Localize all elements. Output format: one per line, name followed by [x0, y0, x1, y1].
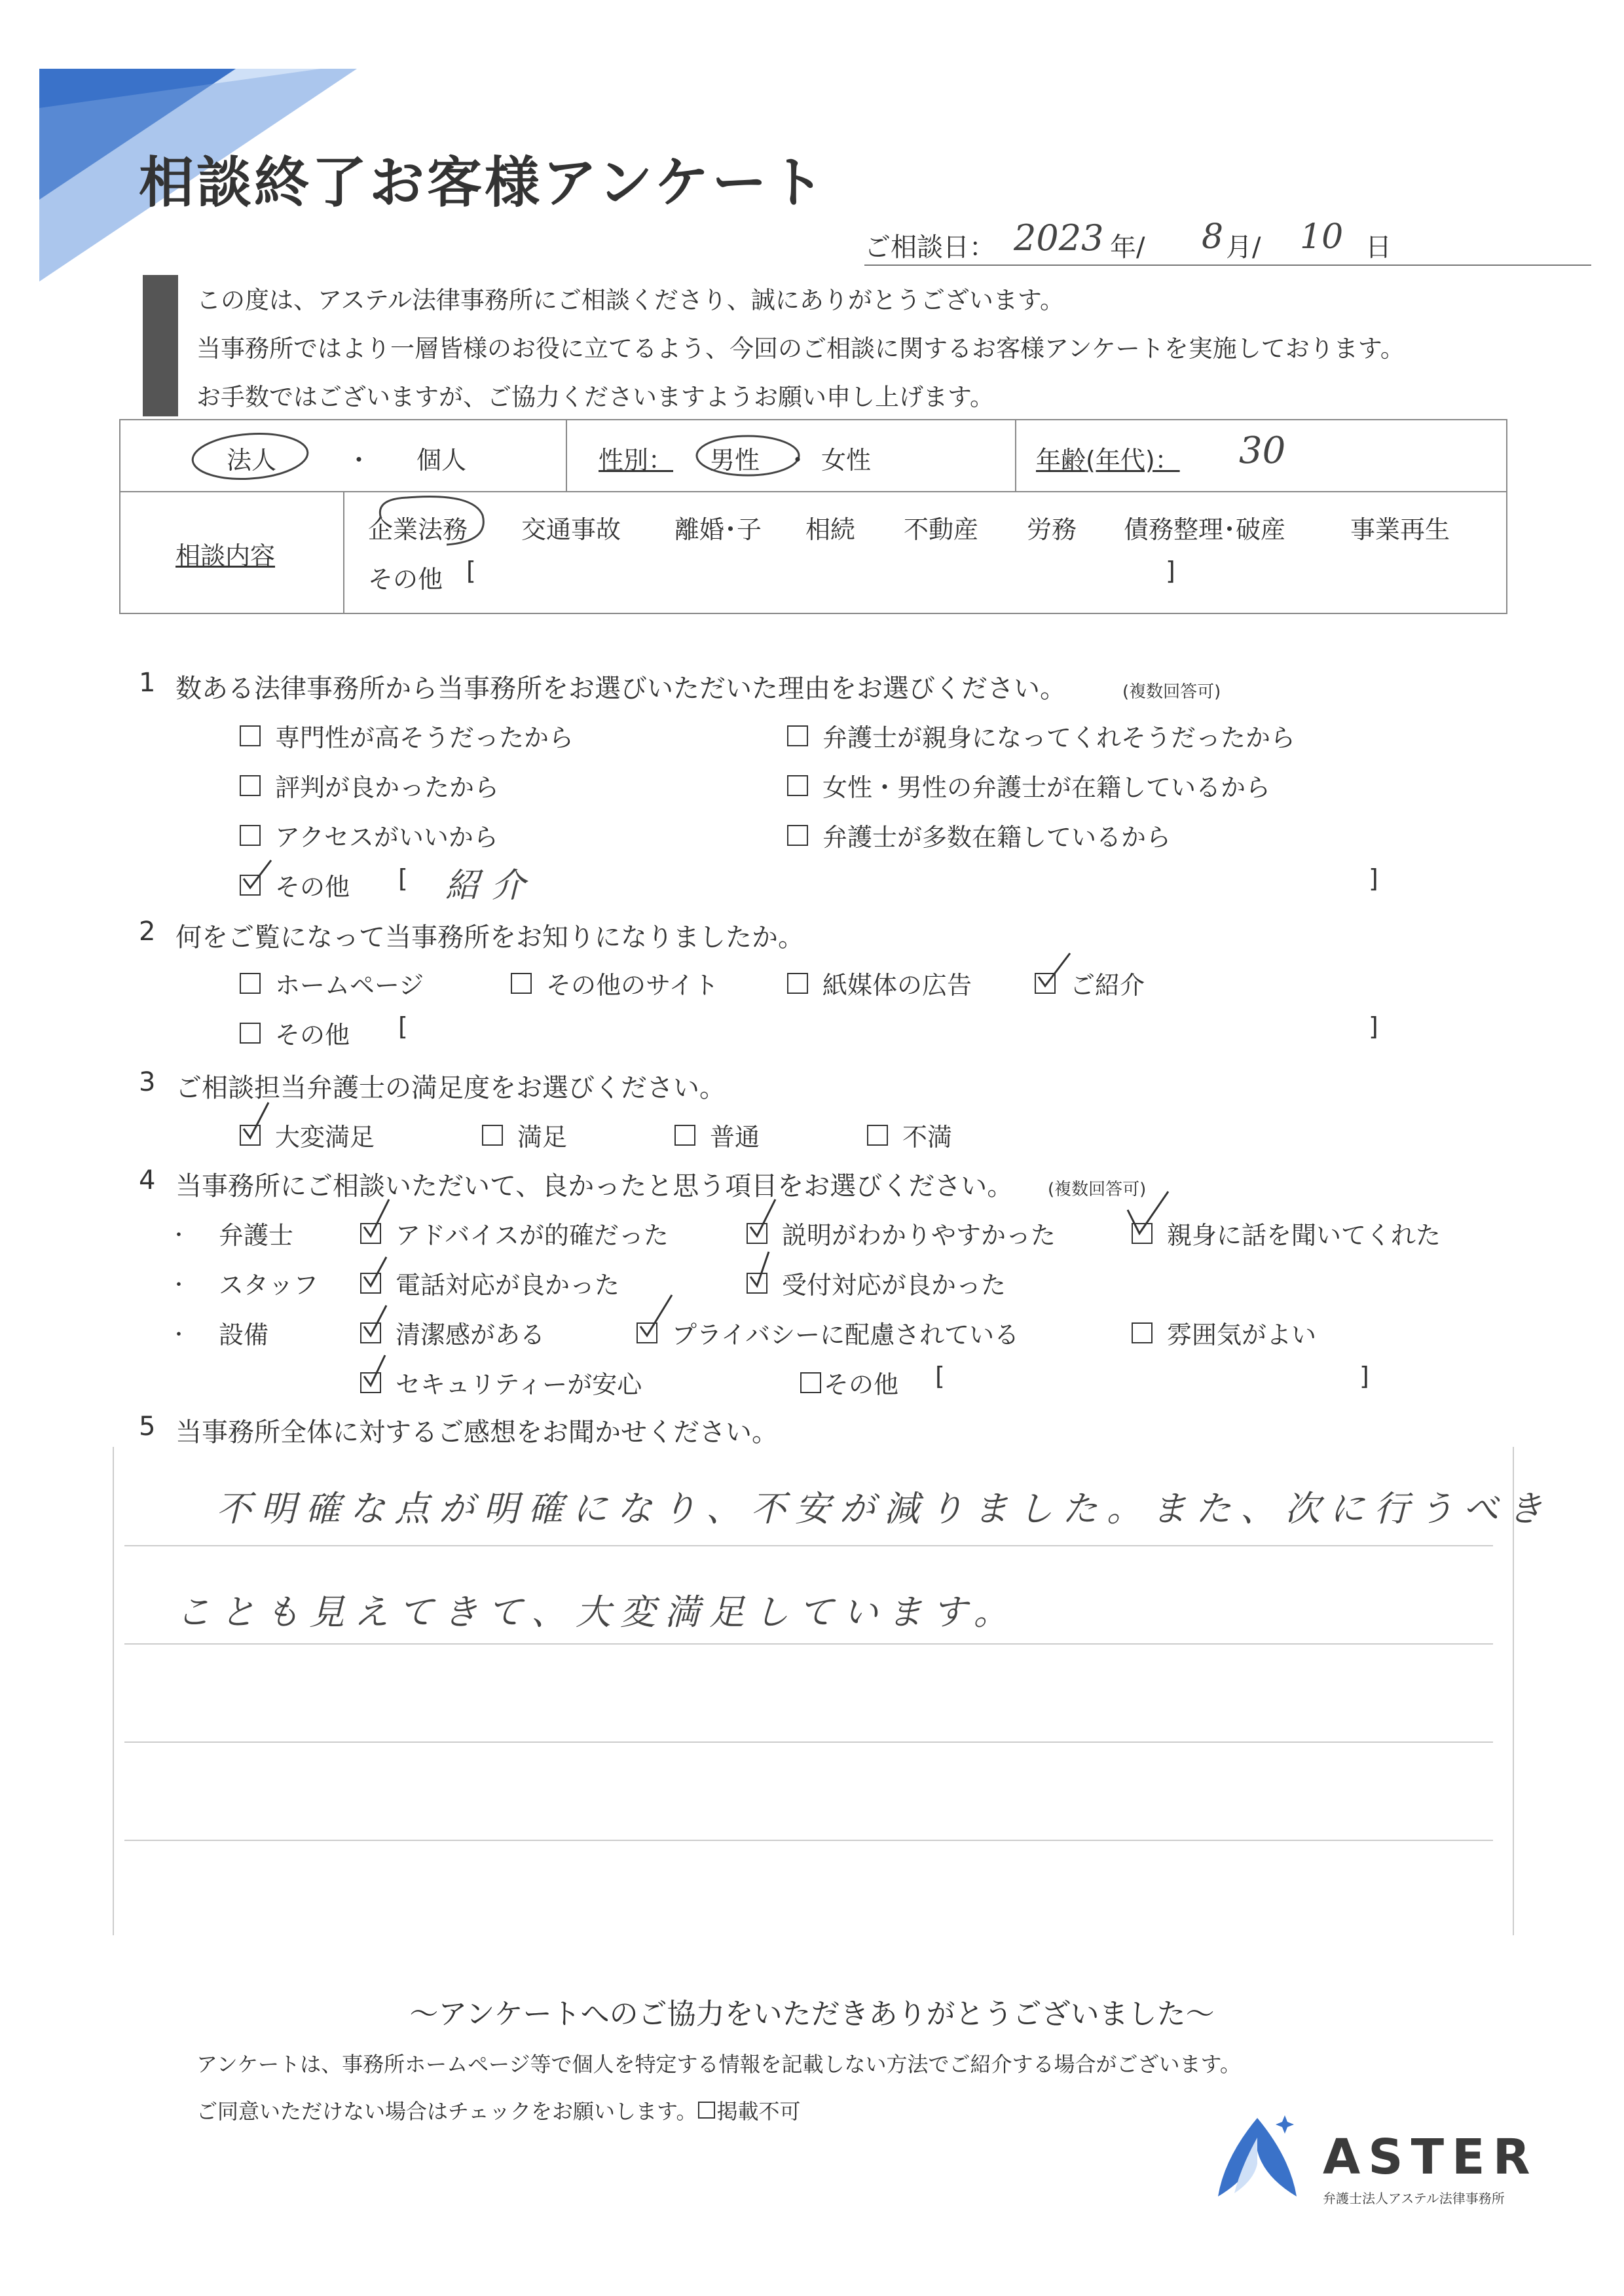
consult-item-traffic[interactable]: 交通事故 [521, 515, 621, 544]
checkbox[interactable] [240, 725, 261, 746]
thanks-message: ～アンケートへのご協力をいただきありがとうございました～ [409, 1997, 1215, 2031]
q1-option[interactable]: アクセスがいいから [240, 817, 498, 853]
checkbox[interactable] [511, 973, 532, 994]
q2-option[interactable]: 紙媒体の広告 [787, 965, 972, 1001]
checkbox[interactable] [1132, 1322, 1153, 1343]
checkbox[interactable] [240, 973, 261, 994]
checkbox-checked[interactable] [1035, 973, 1056, 994]
consult-item-divorce[interactable]: 離婚･子 [674, 515, 762, 544]
q1-option[interactable]: 弁護士が親身になってくれそうだったから [787, 718, 1295, 754]
corporate-circle-mark [186, 427, 323, 492]
individual-option[interactable]: 個人 [416, 446, 467, 475]
q1-note: (複数回答可) [1122, 682, 1221, 702]
checkbox-checked[interactable] [360, 1273, 381, 1294]
q2-number: 2 [139, 917, 156, 947]
intro-line-2: 当事務所ではより一層皆様のお役に立てるよう、今回のご相談に関するお客様アンケートを実施しております。 [196, 335, 1405, 363]
q4-group-staff: スタッフ [219, 1271, 319, 1300]
consult-item-labor[interactable]: 労務 [1027, 515, 1077, 544]
ruled-line [124, 1840, 1493, 1841]
gender-label: 性別： [599, 446, 674, 475]
date-year: 2023 [1014, 217, 1104, 259]
q3-option[interactable]: 普通 [674, 1117, 760, 1153]
footer-note-1: アンケートは、事務所ホームページ等で個人を特定する情報を記載しない方法でご紹介する場合がございます。 [196, 2052, 1241, 2077]
consult-item-business-revival[interactable]: 事業再生 [1350, 515, 1450, 544]
consult-other-label[interactable]: その他 [368, 565, 443, 594]
no-publish-checkbox[interactable] [698, 2102, 715, 2119]
q4-option[interactable]: 雰囲気がよい [1132, 1315, 1316, 1351]
age-label: 年齢(年代)： [1036, 446, 1180, 475]
consult-other-bracket-close: ] [1166, 556, 1175, 585]
page-title: 相談終了お客様アンケート [139, 151, 827, 215]
q3-option-very-satisfied[interactable]: 大変満足 [240, 1117, 375, 1153]
q1-option[interactable]: 女性・男性の弁護士が在籍しているから [787, 767, 1270, 803]
date-month: 8 [1202, 217, 1224, 257]
intro-line-3: お手数ではございますが、ご協力くださいますようお願い申し上げます。 [196, 383, 995, 411]
q4-bracket-close: ] [1359, 1362, 1369, 1391]
q4-option[interactable]: 説明がわかりやすかった [747, 1215, 1056, 1251]
bullet: ・ [169, 1324, 189, 1347]
q4-bracket-open: [ [935, 1362, 945, 1391]
q2-option[interactable]: その他のサイト [511, 965, 718, 1001]
female-option[interactable]: 女性 [821, 446, 872, 475]
ruled-line [124, 1643, 1493, 1645]
logo-subtitle: 弁護士法人アステル法律事務所 [1323, 2191, 1505, 2206]
checkbox[interactable] [240, 825, 261, 846]
date-day: 10 [1300, 217, 1344, 257]
q1-other-answer: 紹介 [445, 866, 538, 905]
intro-line-1: この度は、アステル法律事務所にご相談くださり、誠にありがとうございます。 [196, 286, 1064, 314]
q3-option[interactable]: 満足 [482, 1117, 567, 1153]
q4-number: 4 [139, 1165, 156, 1195]
checkbox[interactable] [240, 1023, 261, 1044]
checkbox-checked[interactable] [1132, 1223, 1153, 1244]
checkbox-checked[interactable] [747, 1273, 767, 1294]
q2-question: 何をご覧になって当事務所をお知りになりましたか。 [175, 922, 804, 953]
q4-option-other[interactable]: その他 [800, 1364, 898, 1400]
q4-option[interactable]: 親身に話を聞いてくれた [1132, 1215, 1441, 1251]
q2-option[interactable]: ホームページ [240, 965, 424, 1001]
intro-accent-bar [143, 275, 178, 416]
q4-option[interactable]: 受付対応が良かった [747, 1265, 1006, 1301]
ruled-line [124, 1545, 1493, 1546]
consult-label: 相談内容 [175, 541, 276, 570]
consult-item-corporate-law[interactable]: 企業法務 [368, 515, 468, 544]
checkbox-checked[interactable] [240, 1125, 261, 1146]
q4-note: (複数回答可) [1048, 1180, 1147, 1199]
q2-option-referral[interactable]: ご紹介 [1035, 965, 1145, 1001]
q1-option[interactable]: 専門性が高そうだったから [240, 718, 574, 754]
q3-question: ご相談担当弁護士の満足度をお選びください。 [175, 1073, 726, 1103]
consult-date [864, 217, 1591, 266]
profile-separator: ・ [346, 446, 372, 475]
corporate-option[interactable]: 法人 [227, 446, 277, 475]
q3-option[interactable]: 不満 [867, 1117, 952, 1153]
q1-bracket-close: ] [1369, 864, 1378, 893]
checkbox-checked[interactable] [360, 1372, 381, 1393]
consult-other-bracket-open: [ [466, 556, 476, 585]
consult-item-debt[interactable]: 債務整理･破産 [1124, 515, 1286, 544]
checkbox[interactable] [787, 973, 808, 994]
q4-group-lawyer: 弁護士 [219, 1221, 294, 1250]
q5-number: 5 [139, 1412, 156, 1442]
checkbox-checked[interactable] [360, 1322, 381, 1343]
checkbox[interactable] [867, 1125, 888, 1146]
date-month-unit: 月/ [1226, 232, 1261, 263]
q2-bracket-open: [ [398, 1012, 408, 1041]
q1-option[interactable]: 弁護士が多数在籍しているから [787, 817, 1171, 853]
q3-number: 3 [139, 1067, 156, 1097]
gender-separator: ・ [785, 446, 811, 475]
logo-name: ASTER [1323, 2129, 1538, 2185]
date-day-unit: 日 [1365, 232, 1392, 263]
checkbox[interactable] [482, 1125, 503, 1146]
checkbox[interactable] [787, 725, 808, 746]
checkbox-checked[interactable] [240, 875, 261, 896]
bullet: ・ [169, 1224, 189, 1247]
q4-option[interactable]: 清潔感がある [360, 1315, 545, 1351]
customer-info-table [119, 419, 1507, 614]
q2-bracket-close: ] [1369, 1012, 1378, 1041]
checkbox-checked[interactable] [360, 1223, 381, 1244]
consult-circle-mark [368, 486, 499, 558]
q2-option-other[interactable]: その他 [240, 1015, 350, 1051]
footer-note-2: ご同意いただけない場合はチェックをお願いします。 掲載不可 [196, 2099, 801, 2124]
q1-question: 数ある法律事務所から当事務所をお選びいただいた理由をお選びください。 [175, 674, 1066, 704]
consult-item-inheritance[interactable]: 相続 [805, 515, 856, 544]
q1-option[interactable]: 評判が良かったから [240, 767, 499, 803]
q1-bracket-open: [ [398, 864, 408, 893]
ruled-line [124, 1741, 1493, 1743]
q4-option[interactable]: セキュリティーが安心 [360, 1364, 642, 1400]
q4-group-facilities: 設備 [219, 1321, 269, 1349]
date-label: ご相談日： [864, 232, 995, 263]
checkbox[interactable] [240, 775, 261, 796]
checkbox[interactable] [800, 1372, 821, 1393]
q4-question: 当事務所にご相談いただいて、良かったと思う項目をお選びください。 [175, 1171, 1014, 1201]
checkbox-checked[interactable] [747, 1223, 767, 1244]
age-value: 30 [1239, 429, 1286, 472]
q5-question: 当事務所全体に対するご感想をお聞かせください。 [175, 1417, 778, 1448]
q1-number: 1 [139, 668, 156, 698]
q1-option-other[interactable]: その他 [240, 867, 350, 903]
aster-logo-icon [1211, 2111, 1303, 2210]
consult-item-real-estate[interactable]: 不動産 [904, 515, 979, 544]
q5-answer-line-1: 不明確な点が明確になり、不安が減りました。また、次に行うべき [216, 1488, 1552, 1529]
checkbox[interactable] [787, 825, 808, 846]
date-year-unit: 年/ [1110, 232, 1145, 263]
q4-option[interactable]: プライバシーに配慮されている [637, 1315, 1019, 1351]
checkbox-checked[interactable] [637, 1322, 657, 1343]
q4-option[interactable]: 電話対応が良かった [360, 1265, 619, 1301]
checkbox[interactable] [674, 1125, 695, 1146]
male-option[interactable]: 男性 [710, 446, 760, 475]
bullet: ・ [169, 1274, 189, 1297]
q5-answer-line-2: ことも見えてきて、大変満足しています。 [175, 1592, 1018, 1633]
q4-option[interactable]: アドバイスが的確だった [360, 1215, 669, 1251]
checkbox[interactable] [787, 775, 808, 796]
